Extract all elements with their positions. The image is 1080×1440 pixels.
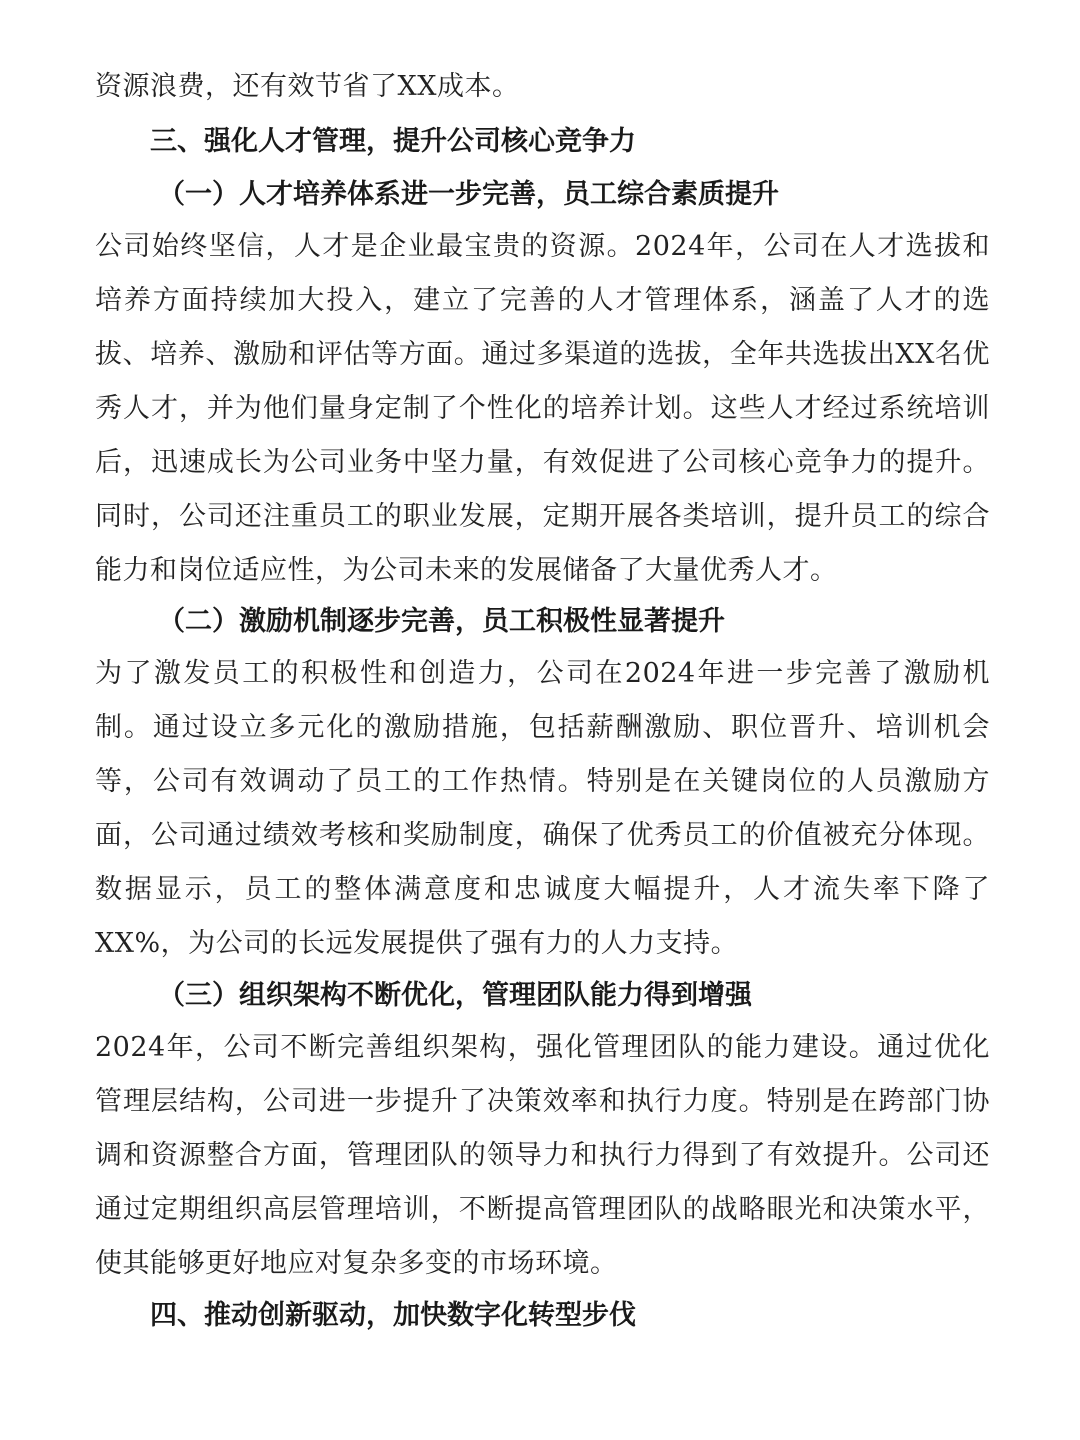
subsection-one-heading: （一）人才培养体系进一步完善，员工综合素质提升 bbox=[158, 179, 779, 210]
section-four-heading: 四、推动创新驱动，加快数字化转型步伐 bbox=[150, 1300, 636, 1331]
subsection-two-heading: （二）激励机制逐步完善，员工积极性显著提升 bbox=[158, 606, 725, 637]
subsection-one-body: 公司始终坚信，人才是企业最宝贵的资源。2024年，公司在人才选拔和培养方面持续加大投入，建立了完善的人才管理体系，涵盖了人才的选拔、培养、激励和评估等方面。通过多渠道的选拔，全年共选拔出XX名优秀人才，并为他们量身定制了个性化的培养计划。这些人才经过系统培训后，迅速成长为公司业务中坚力量，有效促进了公司核心竞争力的提升。同时，公司还注重员工的职业发展，定期开展各类培训，提升员工的综合能力和岗位适应性，为公司未来的发展储备了大量优秀人才。 bbox=[95, 231, 990, 586]
section-three-heading: 三、强化人才管理，提升公司核心竞争力 bbox=[150, 126, 636, 157]
subsection-three-body: 2024年，公司不断完善组织架构，强化管理团队的能力建设。通过优化管理层结构，公司进一步提升了决策效率和执行力度。特别是在跨部门协调和资源整合方面，管理团队的领导力和执行力得到了有效提升。公司还通过定期组织高层管理培训，不断提高管理团队的战略眼光和决策水平，使其能够更好地应对复杂多变的市场环境。 bbox=[95, 1032, 990, 1279]
subsection-three-heading: （三）组织架构不断优化，管理团队能力得到增强 bbox=[158, 980, 752, 1011]
paragraph-continuation: 资源浪费，还有效节省了XX成本。 bbox=[95, 71, 520, 102]
subsection-two-body: 为了激发员工的积极性和创造力，公司在2024年进一步完善了激励机制。通过设立多元化的激励措施，包括薪酬激励、职位晋升、培训机会等，公司有效调动了员工的工作热情。特别是在关键岗位的人员激励方面，公司通过绩效考核和奖励制度，确保了优秀员工的价值被充分体现。数据显示，员工的整体满意度和忠诚度大幅提升，人才流失率下降了XX%，为公司的长远发展提供了强有力的人力支持。 bbox=[95, 658, 990, 959]
